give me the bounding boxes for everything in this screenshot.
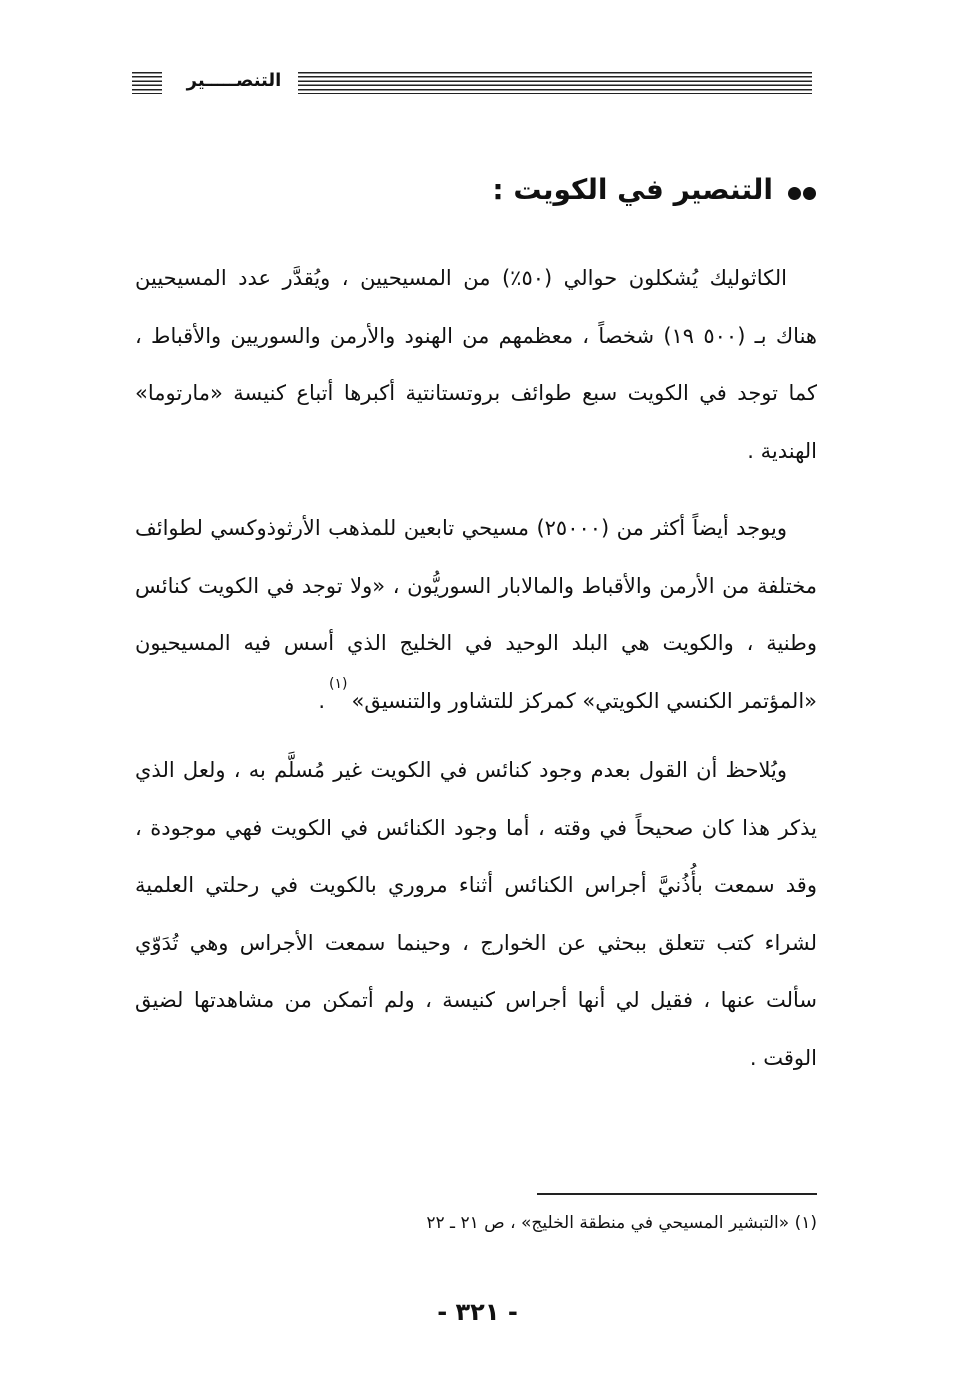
paragraph-2 <box>135 500 817 730</box>
footnote-divider <box>537 1193 817 1195</box>
footnote: (١) «التبشير المسيحي في منطقة الخليج» ، ص ٢١ ـ ٢٢ <box>426 1213 817 1233</box>
paragraph-2-text <box>135 500 817 730</box>
running-header <box>132 66 812 96</box>
footnote-reference: (١) <box>329 675 348 692</box>
paragraph-1 <box>135 250 817 480</box>
bullet-dots-icon <box>787 169 817 213</box>
paragraph-2-end: . <box>318 688 325 713</box>
header-rule-lines <box>298 72 812 94</box>
paragraph-3-text: ويُلاحظ أن القول بعدم وجود كنائس في الكويت غير مُسلَّم به ، ولعل الذي يذكر هذا كان صحيحاً في وقته ، أما وجود الكنائس في الكويت فهي موجودة ، وقد سمعت بأُذُنيَّ أجراس الكنائس أثناء مروري بالكويت في رحلتي العلمية لشراء كتب تتعلق ببحثي عن الخوارج ، وحينما سمعت الأجراس وهي تُدَوّي سألت عنها ، فقيل لي أنها أجراس كنيسة ، ولم أتمكن من مشاهدتها لضيق الوقت . <box>135 758 817 1070</box>
section-heading <box>117 168 817 213</box>
paragraph-2-body: ويوجد أيضاً أكثر من (٢٥٠٠٠) مسيحي تابعين للمذهب الأرثوذوكسي لطوائف مختلفة من الأرمن والأقباط والمالابار السوريُّون ، «ولا توجد في الكويت كنائس وطنية ، والكويت هي البلد الوحيد في الخليج الذي أسس فيه المسيحيون «المؤتمر الكنسي الكويتي» كمركز للتشاور والتنسيق» <box>135 516 817 713</box>
section-heading-text: التنصير في الكويت : <box>492 173 773 206</box>
paragraph-3 <box>135 742 817 1087</box>
page-number: - ٣٢١ - <box>437 1298 518 1326</box>
running-title: التنصـــــير <box>170 66 298 96</box>
header-rule-lines-small <box>132 72 162 94</box>
paragraph-1-text: الكاثوليك يُشكلون حوالي (٥٠٪) من المسيحيين ، ويُقدَّر عدد المسيحيين هناك بـ (٥٠٠ ١٩) شخصاً ، معظمهم من الهنود والأرمن والسوريين والأقباط ، كما توجد في الكويت سبع طوائف بروتستانتية أكبرها أتباع كنيسة «مارتوما» الهندية . <box>135 266 817 463</box>
